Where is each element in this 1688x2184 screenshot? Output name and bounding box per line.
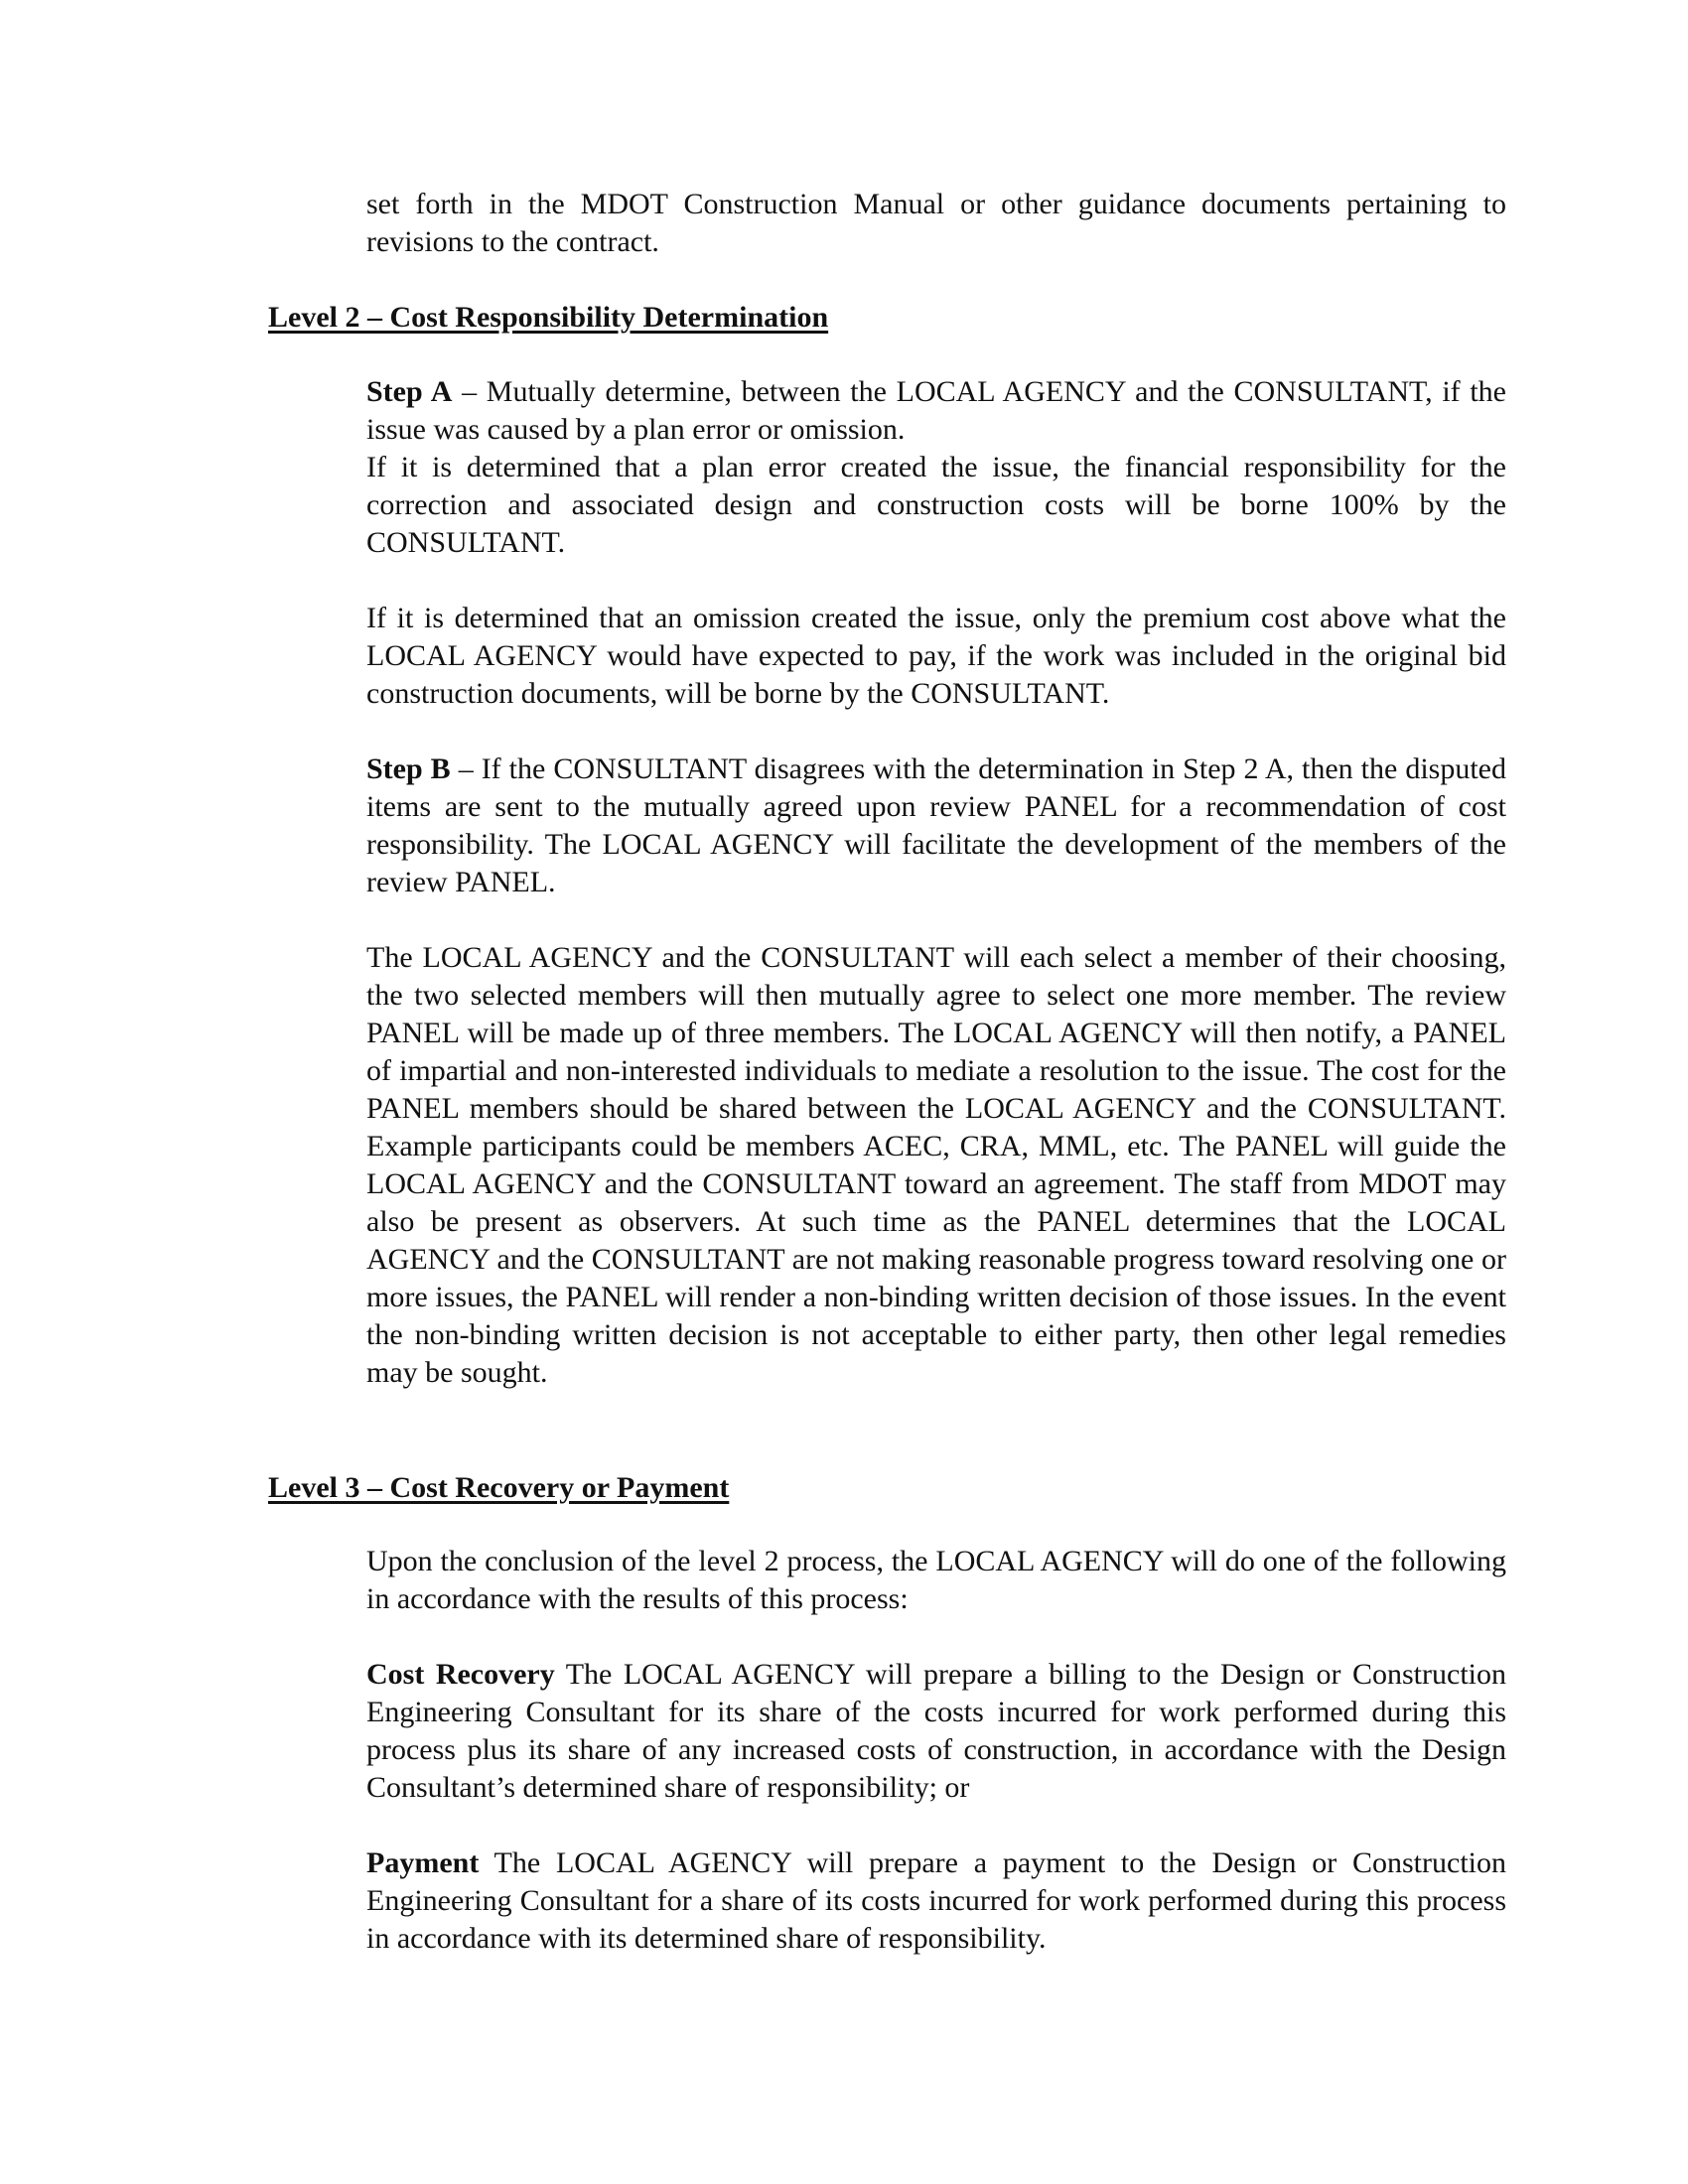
level-3-heading: Level 3 – Cost Recovery or Payment bbox=[268, 1471, 730, 1504]
step-a-paragraph bbox=[366, 373, 1506, 449]
omission-paragraph: If it is determined that an omission created the issue, only the premium cost above what the LOCAL AGENCY would have expected to pay, if the work was included in the original bid construction documents, will be borne by the CONSULTANT. bbox=[366, 602, 1506, 710]
omission-section bbox=[366, 600, 1506, 713]
step-b-label: Step B bbox=[366, 752, 451, 785]
payment-text: The LOCAL AGENCY will prepare a payment to the Design or Construction Engineering Consultant for a share of its costs incurred for work performed during this process in accordance with its determined share of responsibility. bbox=[366, 1846, 1506, 1955]
level-3-intro-section bbox=[366, 1543, 1506, 1618]
step-a-text: – Mutually determine, between the LOCAL AGENCY and the CONSULTANT, if the issue was caused by a plan error or omission. bbox=[366, 375, 1506, 446]
cost-recovery-paragraph bbox=[366, 1656, 1506, 1807]
step-a-section bbox=[366, 373, 1506, 562]
cost-recovery-text: The LOCAL AGENCY will prepare a billing to the Design or Construction Engineering Consultant for its share of the costs incurred for work performed during this process plus its share of any increased costs of construction, in accordance with the Design Consultant’s determined share of responsibility; or bbox=[366, 1658, 1506, 1804]
payment-section bbox=[366, 1844, 1506, 1958]
plan-error-paragraph: If it is determined that a plan error created the issue, the financial responsibility for the correction and associated design and construction costs will be borne 100% by the CONSULTANT. bbox=[366, 451, 1506, 559]
level-2-heading: Level 2 – Cost Responsibility Determination bbox=[268, 301, 829, 334]
panel-paragraph: The LOCAL AGENCY and the CONSULTANT will each select a member of their choosing, the two selected members will then mutually agree to select one more member. The review PANEL will be made up of three members. The LOCAL AGENCY will then notify, a PANEL of impartial and non-interested individuals to mediate a resolution to the issue. The cost for the PANEL members should be shared between the LOCAL AGENCY and the CONSULTANT. Example participants could be members ACEC, CRA, MML, etc. The PANEL will guide the LOCAL AGENCY and the CONSULTANT toward an agreement. The staff from MDOT may also be present as observers. At such time as the PANEL determines that the LOCAL AGENCY and the CONSULTANT are not making reasonable progress toward resolving one or more issues, the PANEL will render a non-binding written decision of those issues. In the event the non-binding written decision is not acceptable to either party, then other legal remedies may be sought. bbox=[366, 941, 1506, 1389]
level-3-intro-paragraph: Upon the conclusion of the level 2 process, the LOCAL AGENCY will do one of the following in accordance with the results of this process: bbox=[366, 1545, 1506, 1615]
cost-recovery-section bbox=[366, 1656, 1506, 1807]
intro-text: set forth in the MDOT Construction Manual or other guidance documents pertaining to revisions to the contract. bbox=[366, 188, 1506, 258]
step-b-section bbox=[366, 751, 1506, 901]
cost-recovery-label: Cost Recovery bbox=[366, 1658, 555, 1691]
panel-section bbox=[366, 939, 1506, 1392]
step-b-text: – If the CONSULTANT disagrees with the determination in Step 2 A, then the disputed items are sent to the mutually agreed upon review PANEL for a recommendation of cost responsibility. The LOCAL AGENCY will facilitate the development of the members of the review PANEL. bbox=[366, 752, 1506, 898]
payment-label: Payment bbox=[366, 1846, 480, 1879]
step-b-paragraph bbox=[366, 751, 1506, 901]
intro-paragraph bbox=[366, 186, 1506, 261]
payment-paragraph bbox=[366, 1844, 1506, 1958]
step-a-label: Step A bbox=[366, 375, 453, 408]
